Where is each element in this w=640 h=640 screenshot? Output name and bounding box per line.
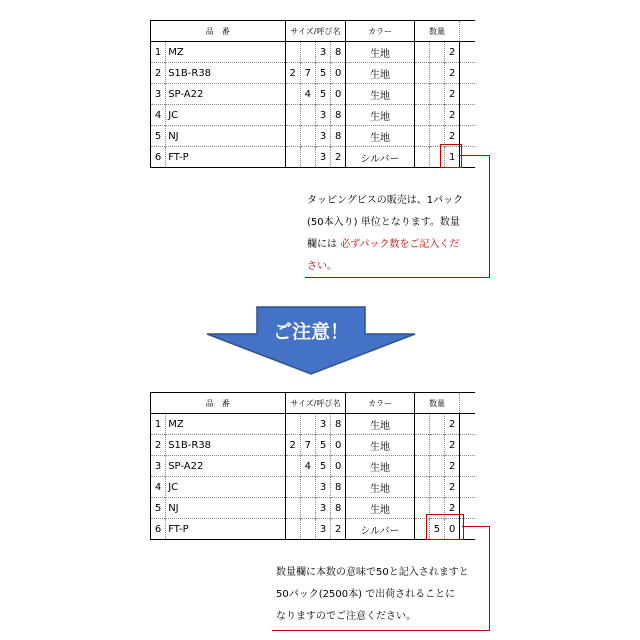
qty-extra xyxy=(460,84,475,105)
size-digit xyxy=(285,147,300,168)
qty-digit xyxy=(414,456,429,477)
size-digit xyxy=(300,105,315,126)
size-digit xyxy=(285,126,300,147)
size-digit: 0 xyxy=(331,63,346,84)
part-name: JC xyxy=(166,477,285,498)
header-color: カラー xyxy=(346,21,414,42)
qty-extra xyxy=(460,147,475,168)
size-digit xyxy=(285,477,300,498)
color-cell: 生地 xyxy=(346,42,414,63)
qty-extra xyxy=(460,126,475,147)
color-cell: シルバー xyxy=(346,147,414,168)
table-row xyxy=(151,456,476,477)
qty-extra xyxy=(460,42,475,63)
qty-digit: 1 xyxy=(445,147,460,168)
size-digit xyxy=(300,519,315,540)
size-digit: 8 xyxy=(331,414,346,435)
qty-digit xyxy=(429,456,444,477)
qty-digit xyxy=(414,414,429,435)
row-number: 5 xyxy=(151,126,166,147)
qty-digit: 5 xyxy=(429,519,444,540)
table-row xyxy=(151,42,476,63)
qty-digit xyxy=(414,84,429,105)
callout-line xyxy=(460,155,490,156)
highlight-box-qty-1 xyxy=(440,144,462,168)
table-header-row xyxy=(151,21,476,42)
part-name: NJ xyxy=(166,126,285,147)
size-digit: 2 xyxy=(285,435,300,456)
qty-digit xyxy=(414,63,429,84)
caution-label: ご注意！ xyxy=(272,321,350,343)
color-cell: 生地 xyxy=(346,84,414,105)
size-digit: 4 xyxy=(300,84,315,105)
qty-digit xyxy=(414,147,429,168)
qty-digit xyxy=(414,477,429,498)
size-digit xyxy=(300,414,315,435)
color-cell: 生地 xyxy=(346,126,414,147)
note-line: 数量欄に本数の意味で50と記入されますと xyxy=(276,567,469,578)
size-digit: 0 xyxy=(331,84,346,105)
qty-digit xyxy=(429,84,444,105)
color-cell: 生地 xyxy=(346,414,414,435)
size-digit xyxy=(300,498,315,519)
size-digit: 3 xyxy=(315,498,330,519)
size-digit: 5 xyxy=(315,63,330,84)
qty-digit xyxy=(429,105,444,126)
table-row xyxy=(151,477,476,498)
size-digit: 3 xyxy=(315,519,330,540)
qty-digit xyxy=(414,126,429,147)
qty-digit: 2 xyxy=(445,435,460,456)
size-digit: 2 xyxy=(331,519,346,540)
table-row xyxy=(151,84,476,105)
table-row xyxy=(151,435,476,456)
row-number: 3 xyxy=(151,456,166,477)
qty-digit: 2 xyxy=(445,477,460,498)
size-digit: 2 xyxy=(285,63,300,84)
size-digit: 8 xyxy=(331,498,346,519)
size-digit xyxy=(285,498,300,519)
qty-extra xyxy=(460,105,475,126)
row-number: 5 xyxy=(151,498,166,519)
size-digit: 8 xyxy=(331,42,346,63)
note-line: なりますのでご注意ください。 xyxy=(276,611,416,622)
size-digit: 0 xyxy=(331,456,346,477)
order-table-correct xyxy=(150,20,475,168)
size-digit xyxy=(300,42,315,63)
highlight-box-qty-50 xyxy=(426,514,464,540)
part-name: MZ xyxy=(166,42,285,63)
part-name: SP-A22 xyxy=(166,456,285,477)
size-digit: 7 xyxy=(300,63,315,84)
header-color: カラー xyxy=(346,393,414,414)
size-digit: 3 xyxy=(315,477,330,498)
header-part-no: 品 番 xyxy=(151,21,286,42)
qty-extra xyxy=(460,477,475,498)
row-number: 2 xyxy=(151,63,166,84)
qty-digit xyxy=(429,435,444,456)
size-digit xyxy=(300,126,315,147)
row-number: 4 xyxy=(151,477,166,498)
qty-digit xyxy=(429,42,444,63)
color-cell: 生地 xyxy=(346,498,414,519)
color-cell: 生地 xyxy=(346,477,414,498)
qty-digit: 2 xyxy=(445,126,460,147)
size-digit xyxy=(285,456,300,477)
size-digit xyxy=(285,84,300,105)
header-size: サイズ/呼び名 xyxy=(285,21,346,42)
size-digit xyxy=(285,519,300,540)
part-name: JC xyxy=(166,105,285,126)
table-body xyxy=(151,42,476,168)
color-cell: 生地 xyxy=(346,105,414,126)
qty-digit xyxy=(414,435,429,456)
note-line: (50本入り) 単位となります。数量 xyxy=(307,217,460,228)
row-number: 6 xyxy=(151,147,166,168)
note-text: 欄には xyxy=(307,239,341,250)
part-name: MZ xyxy=(166,414,285,435)
qty-extra xyxy=(460,63,475,84)
size-digit: 3 xyxy=(315,42,330,63)
size-digit: 4 xyxy=(300,456,315,477)
size-digit xyxy=(300,147,315,168)
table-row xyxy=(151,105,476,126)
size-digit: 0 xyxy=(331,435,346,456)
note-emphasis: 必ずパック数をご記入くだ xyxy=(340,239,460,250)
qty-digit: 2 xyxy=(445,456,460,477)
note-packs xyxy=(307,190,487,278)
color-cell: シルバー xyxy=(346,519,414,540)
row-number: 1 xyxy=(151,414,166,435)
color-cell: 生地 xyxy=(346,456,414,477)
size-digit: 3 xyxy=(315,126,330,147)
table-row xyxy=(151,414,476,435)
size-digit: 8 xyxy=(331,105,346,126)
qty-digit: 2 xyxy=(445,42,460,63)
size-digit xyxy=(285,105,300,126)
part-name: NJ xyxy=(166,498,285,519)
callout-line xyxy=(489,155,490,277)
size-digit xyxy=(285,42,300,63)
size-digit: 7 xyxy=(300,435,315,456)
size-digit: 8 xyxy=(331,126,346,147)
size-digit: 3 xyxy=(315,414,330,435)
qty-digit xyxy=(429,414,444,435)
size-digit: 5 xyxy=(315,435,330,456)
part-name: S1B-R38 xyxy=(166,63,285,84)
caution-arrow-icon xyxy=(205,306,417,376)
header-size: サイズ/呼び名 xyxy=(285,393,346,414)
table-row xyxy=(151,147,476,168)
part-name: FT-P xyxy=(166,147,285,168)
part-name: FT-P xyxy=(166,519,285,540)
qty-digit xyxy=(414,42,429,63)
size-digit: 8 xyxy=(331,477,346,498)
qty-digit: 0 xyxy=(445,519,460,540)
qty-digit: 2 xyxy=(445,414,460,435)
note-emphasis: さい。 xyxy=(307,261,337,272)
size-digit: 3 xyxy=(315,147,330,168)
row-number: 2 xyxy=(151,435,166,456)
qty-digit xyxy=(429,477,444,498)
header-qty: 数量 xyxy=(414,393,460,414)
callout-underline xyxy=(272,630,490,631)
table-row xyxy=(151,126,476,147)
row-number: 1 xyxy=(151,42,166,63)
qty-extra xyxy=(460,456,475,477)
size-digit: 3 xyxy=(315,105,330,126)
row-number: 6 xyxy=(151,519,166,540)
part-name: S1B-R38 xyxy=(166,435,285,456)
qty-digit: 2 xyxy=(445,63,460,84)
size-digit: 5 xyxy=(315,84,330,105)
header-qty: 数量 xyxy=(414,21,460,42)
note-line: タッピングビスの販売は、1パック xyxy=(307,195,464,206)
note-warning xyxy=(276,562,491,628)
row-number: 4 xyxy=(151,105,166,126)
qty-digit: 2 xyxy=(445,105,460,126)
qty-extra xyxy=(460,435,475,456)
header-qty-extra xyxy=(460,21,475,42)
qty-digit xyxy=(429,63,444,84)
part-name: SP-A22 xyxy=(166,84,285,105)
qty-digit xyxy=(414,105,429,126)
row-number: 3 xyxy=(151,84,166,105)
qty-extra xyxy=(460,414,475,435)
size-digit: 5 xyxy=(315,456,330,477)
callout-line xyxy=(462,526,490,527)
size-digit: 2 xyxy=(331,147,346,168)
size-digit xyxy=(300,477,315,498)
color-cell: 生地 xyxy=(346,63,414,84)
note-line: 50パック(2500本) で出荷されることに xyxy=(276,589,456,600)
table-row xyxy=(151,63,476,84)
qty-digit: 2 xyxy=(445,84,460,105)
header-qty-extra xyxy=(460,393,475,414)
note-line xyxy=(307,234,487,256)
size-digit xyxy=(285,414,300,435)
header-part-no: 品 番 xyxy=(151,393,286,414)
color-cell: 生地 xyxy=(346,435,414,456)
qty-digit: 2 xyxy=(445,498,460,519)
table-header-row xyxy=(151,393,476,414)
